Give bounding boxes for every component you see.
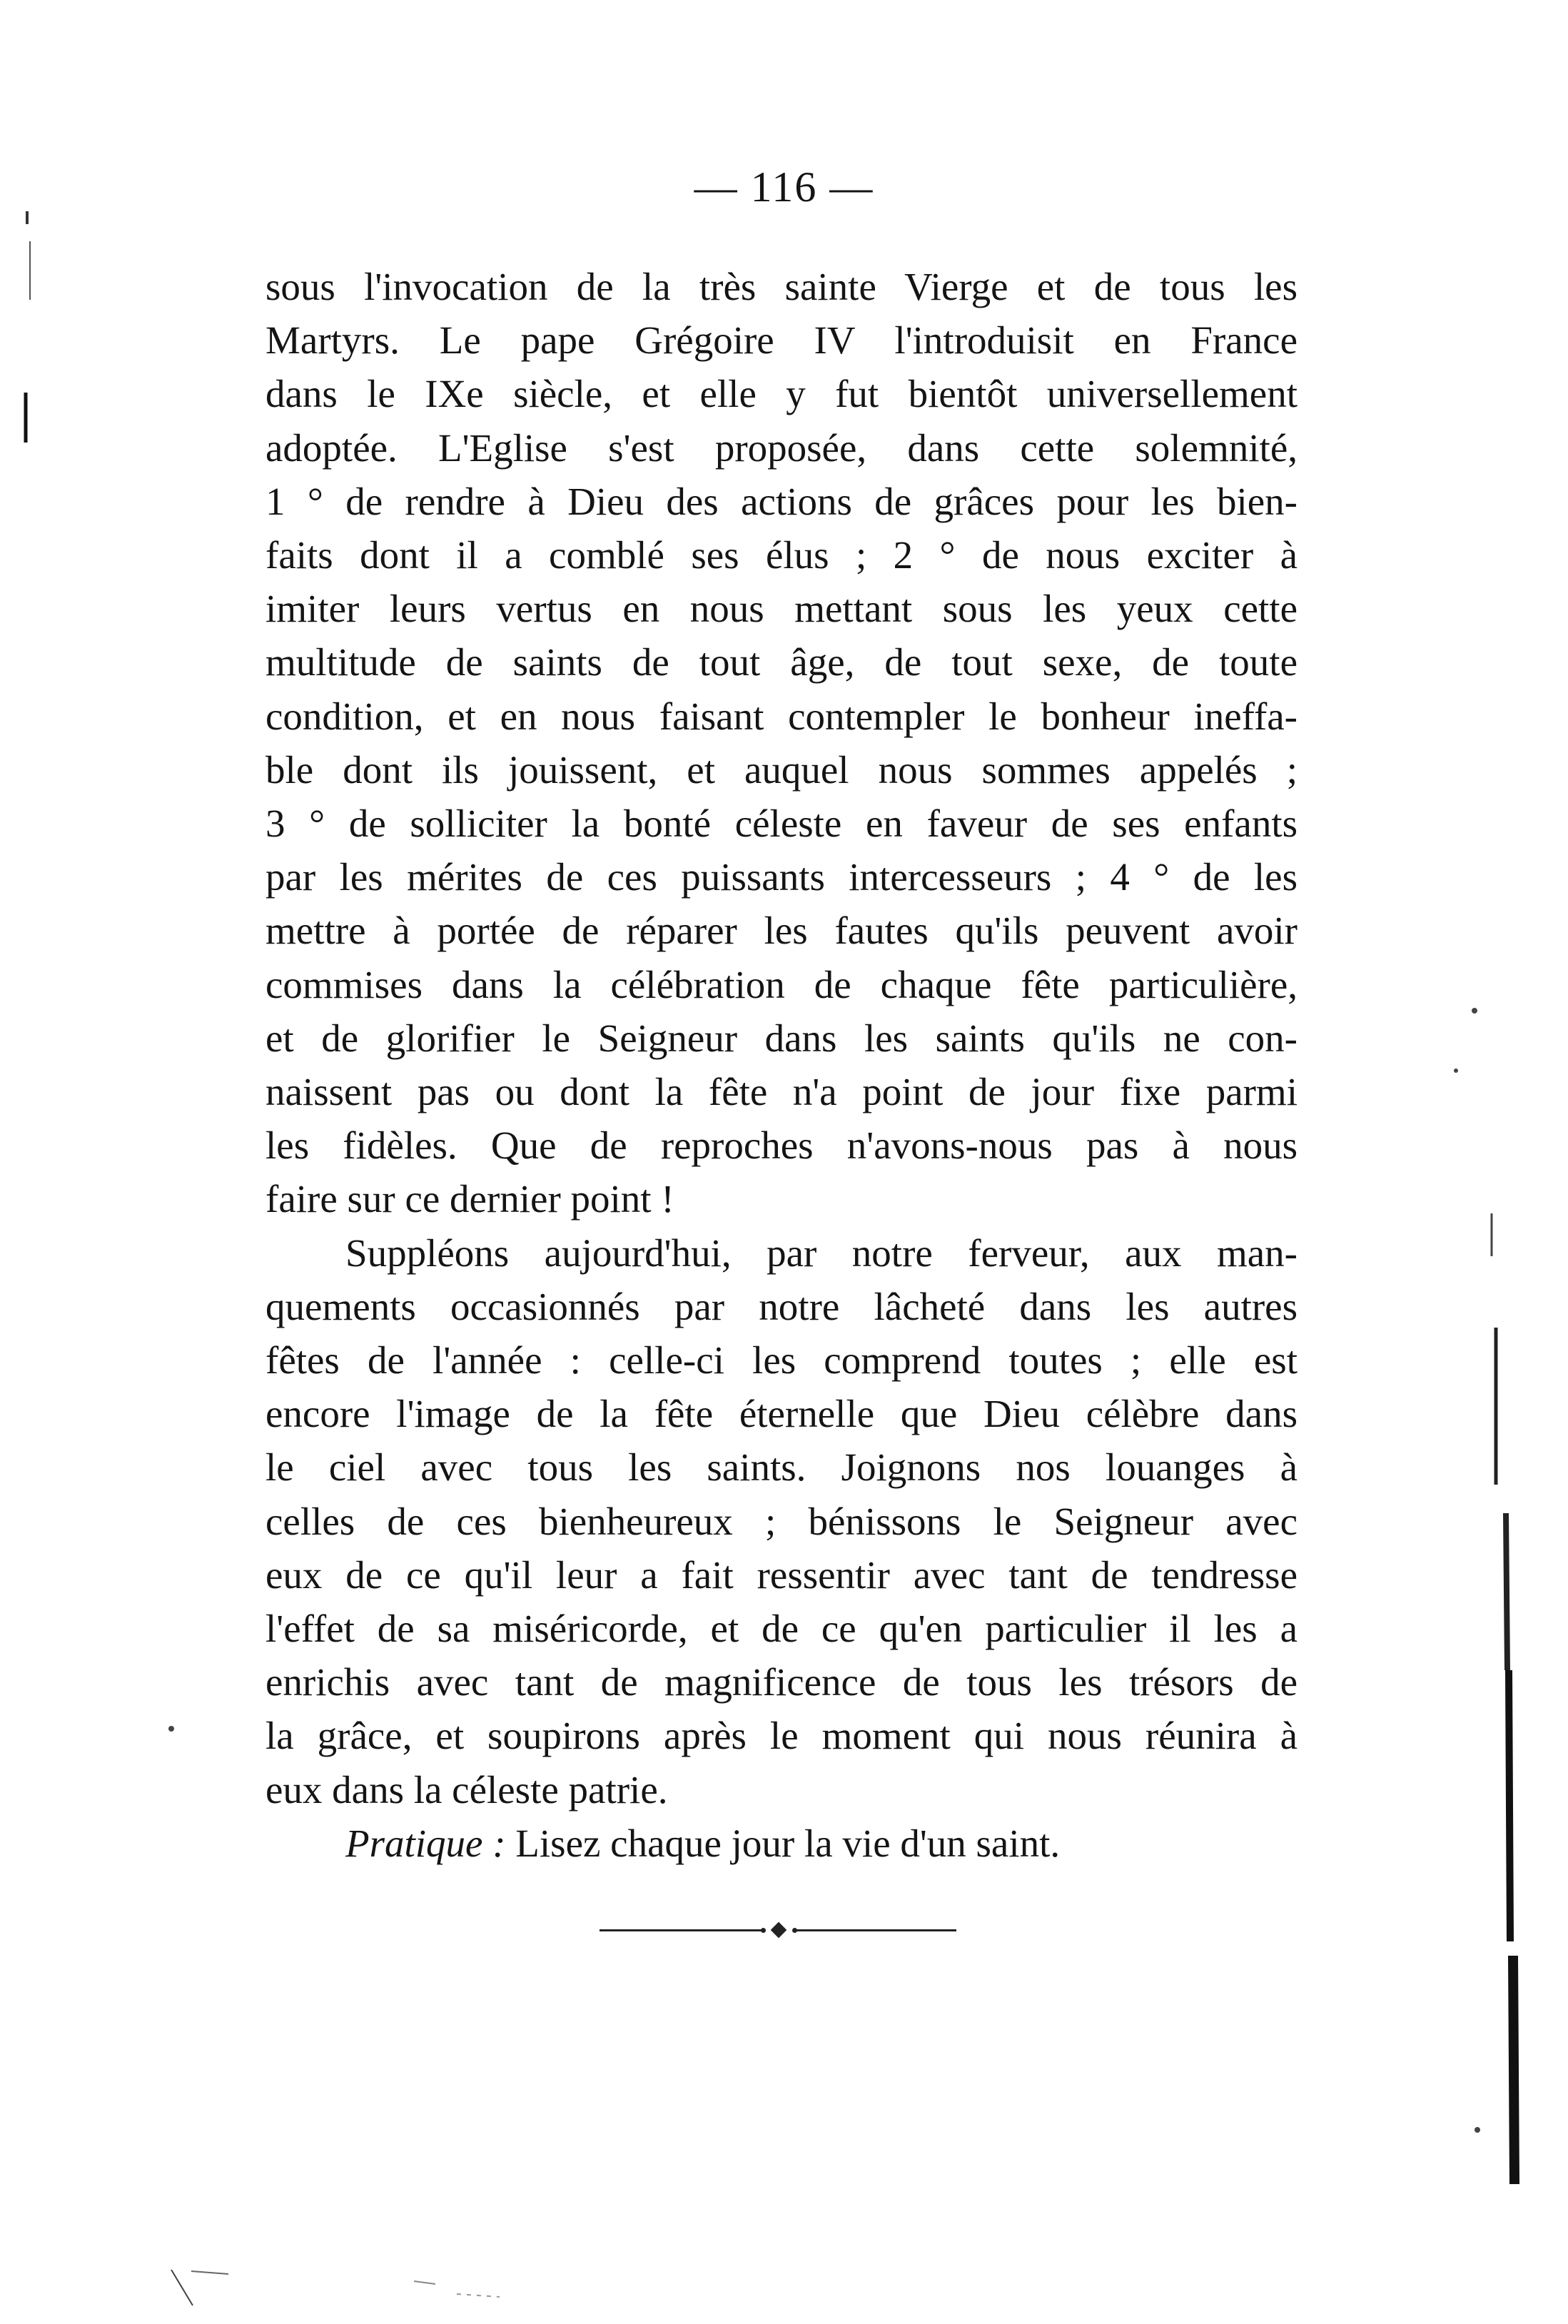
text-line: faits dont il a comblé ses élus ; 2 ° de nous exciter à (265, 533, 1298, 577)
text-line: 1 ° de rendre à Dieu des actions de grâces pour les bien- (265, 479, 1298, 523)
text-line: mettre à portée de réparer les fautes qu'ils peuvent avoir (265, 909, 1298, 953)
text-line: naissent pas ou dont la fête n'a point de jour fixe parmi (265, 1070, 1298, 1114)
text-line: sous l'invocation de la très sainte Vierge et de tous les (265, 265, 1298, 308)
text-line: fêtes de l'année : celle-ci les comprend toutes ; elle est (265, 1338, 1298, 1383)
text-line: adoptée. L'Eglise s'est proposée, dans cette solemnité, (265, 425, 1298, 470)
paragraph-2 (265, 1226, 1298, 1817)
text-line: commises dans la célébration de chaque fête particulière, (265, 962, 1298, 1006)
text-line: condition, et en nous faisant contempler le bonheur ineffa- (265, 694, 1298, 738)
body-text (265, 260, 1298, 1870)
text-line: 3 ° de solliciter la bonté céleste en faveur de ses enfants (265, 802, 1298, 846)
text-line: multitude de saints de tout âge, de tout sexe, de toute (265, 640, 1298, 684)
divider-rule-left (600, 1929, 765, 1931)
text-line: ble dont ils jouissent, et auquel nous sommes appelés ; (265, 747, 1298, 792)
divider-rule-right (796, 1929, 956, 1931)
text-line: les fidèles. Que de reproches n'avons-nous pas à nous (265, 1123, 1298, 1168)
text-line: eux de ce qu'il leur a fait ressentir avec tant de tendresse (265, 1552, 1298, 1597)
page-number: — 116 — (694, 163, 874, 211)
divider-dot-left (761, 1928, 766, 1933)
text-line: et de glorifier le Seigneur dans les saints qu'ils ne con- (265, 1016, 1298, 1060)
text-line: la grâce, et soupirons après le moment qui nous réunira à (265, 1714, 1298, 1758)
pratique-label: Pratique : (345, 1821, 506, 1865)
text-line: Martyrs. Le pape Grégoire IV l'introduisit en France (265, 318, 1298, 363)
text-line: quements occasionnés par notre lâcheté dans les autres (265, 1284, 1298, 1328)
pratique-text: Lisez chaque jour la vie d'un saint. (505, 1821, 1061, 1865)
text-line: dans le IXe siècle, et elle y fut bientôt universellement (265, 372, 1298, 416)
paragraph-1 (265, 260, 1298, 1226)
text-line: le ciel avec tous les saints. Joignons nos louanges à (265, 1445, 1298, 1490)
text-line: eux dans la céleste patrie. (265, 1767, 668, 1812)
text-line: faire sur ce dernier point ! (265, 1177, 674, 1221)
text-line: encore l'image de la fête éternelle que Dieu célèbre dans (265, 1392, 1298, 1436)
ornamental-divider (600, 1920, 956, 1941)
text-line: Suppléons aujourd'hui, par notre ferveur, aux man- (345, 1231, 1298, 1275)
text-line: imiter leurs vertus en nous mettant sous les yeux cette (265, 587, 1298, 631)
text-line: par les mérites de ces puissants intercesseurs ; 4 ° de les (265, 855, 1298, 899)
text-line: celles de ces bienheureux ; bénissons le Seigneur avec (265, 1499, 1298, 1543)
pratique-line (265, 1817, 1298, 1870)
text-line: enrichis avec tant de magnificence de tous les trésors de (265, 1660, 1298, 1704)
divider-diamond (771, 1922, 787, 1939)
text-line: l'effet de sa miséricorde, et de ce qu'en particulier il les a (265, 1607, 1298, 1651)
